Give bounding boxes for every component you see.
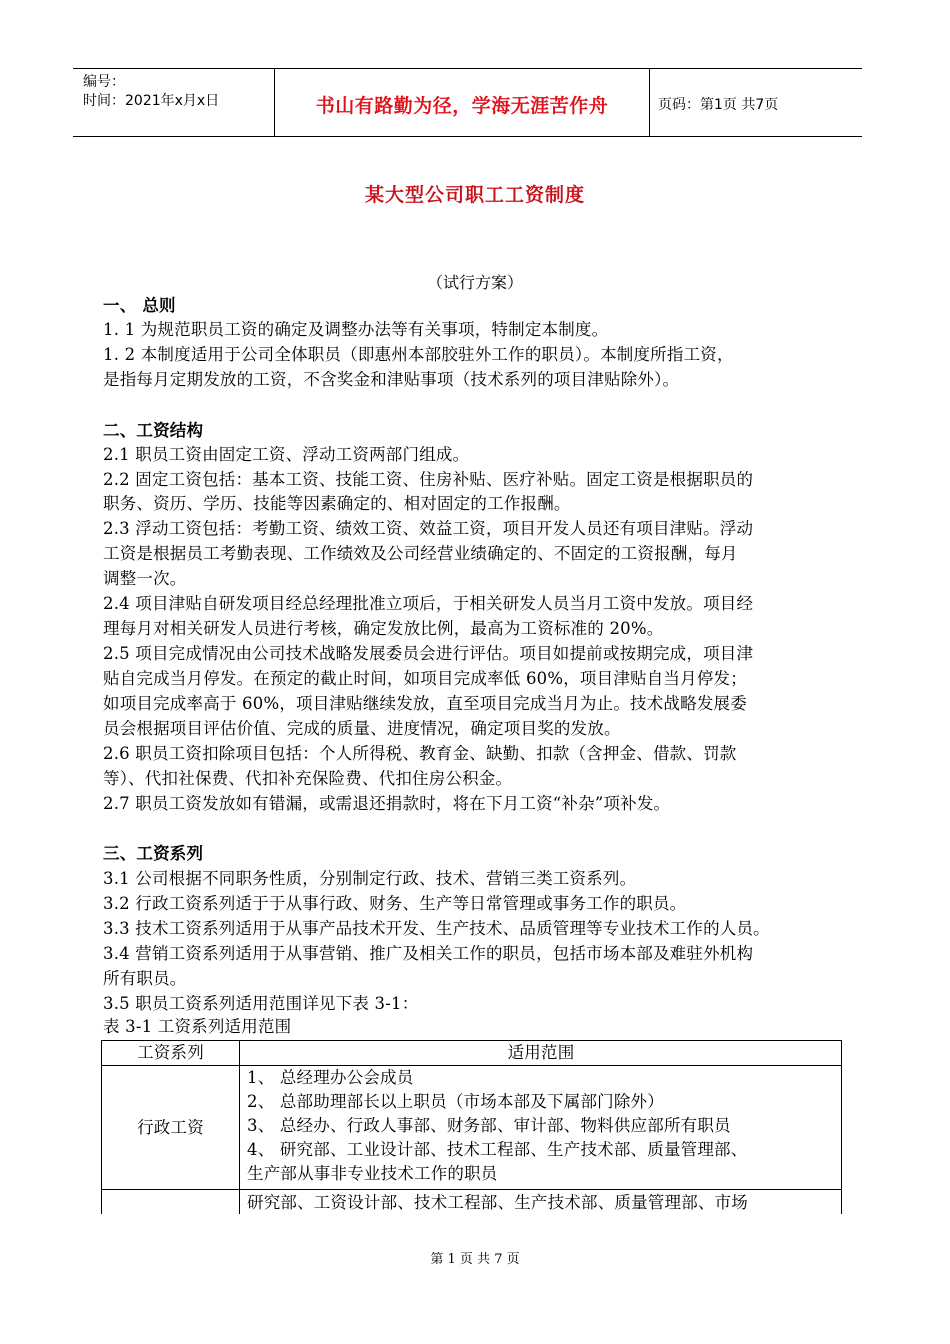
body-line: 3.1 公司根据不同职务性质，分别制定行政、技术、营销三类工资系列。 xyxy=(103,869,637,888)
header-page-number: 页码：第1页 共7页 xyxy=(658,97,779,113)
body-line: 3.2 行政工资系列适于于从事行政、财务、生产等日常管理或事务工作的职员。 xyxy=(103,894,687,913)
section-heading: 三、工资系列 xyxy=(103,844,204,863)
body-line: 员会根据项目评估价值、完成的质量、进度情况，确定项目奖的发放。 xyxy=(103,719,621,738)
body-line: 工资是根据员工考勤表现、工作绩效及公司经营业绩确定的、不固定的工资报酬，每月 xyxy=(103,544,738,563)
table-border xyxy=(101,1040,842,1041)
document-number-label: 编号： xyxy=(83,74,125,90)
body-line: 职务、资历、学历、技能等因素确定的、相对固定的工作报酬。 xyxy=(103,494,571,513)
body-line: 2.3 浮动工资包括：考勤工资、绩效工资、效益工资，项目开发人员还有项目津贴。浮动 xyxy=(103,519,754,538)
header-page-cell xyxy=(650,69,862,136)
header-meta-cell xyxy=(73,69,275,136)
table-border xyxy=(101,1065,842,1066)
body-line: 1. 2 本制度适用于公司全体职员（即惠州本部胶驻外工作的职员）。本制度所指工资， xyxy=(103,345,734,364)
body-line: 如项目完成率高于 60%，项目津贴继续发放，直至项目完成当月为止。技术战略发展委 xyxy=(103,694,747,713)
body-line: 3.5 职员工资系列适用范围详见下表 3-1： xyxy=(103,994,419,1013)
body-line: 2.5 项目完成情况由公司技术战略发展委员会进行评估。项目如提前或按期完成，项目津 xyxy=(103,644,754,663)
section-heading: 一、 总则 xyxy=(103,296,176,315)
body-line: 3.4 营销工资系列适用于从事营销、推广及相关工作的职员，包括市场本部及难驻外机构 xyxy=(103,944,754,963)
table-cell-scope-item: 4、 研究部、工业设计部、技术工程部、生产技术部、质量管理部、 xyxy=(247,1140,748,1159)
table-header-series: 工资系列 xyxy=(137,1043,204,1062)
table-cell-scope-item: 生产部从事非专业技术工作的职员 xyxy=(247,1164,498,1183)
table-cell-scope-item: 研究部、工资设计部、技术工程部、生产技术部、质量管理部、市场 xyxy=(247,1193,748,1212)
body-line: 2.6 职员工资扣除项目包括：个人所得税、教育金、缺勤、扣款（含押金、借款、罚款 xyxy=(103,744,737,763)
document-subtitle: （试行方案） xyxy=(426,273,523,292)
table-cell-series: 行政工资 xyxy=(137,1118,204,1137)
header-motto-cell xyxy=(275,69,650,136)
document-date-label: 时间：2021年x月x日 xyxy=(83,93,220,109)
page-footer: 第 1 页 共 7 页 xyxy=(430,1252,520,1267)
body-line: 贴自完成当月停发。在预定的截止时间，如项目完成率低 60%，项目津贴自当月停发； xyxy=(103,669,747,688)
table-caption: 表 3-1 工资系列适用范围 xyxy=(103,1017,292,1036)
body-line: 2.7 职员工资发放如有错漏，或需退还捐款时，将在下月工资“补杂”项补发。 xyxy=(103,794,671,813)
body-line: 调整一次。 xyxy=(103,569,187,588)
table-cell-scope-item: 2、 总部助理部长以上职员（市场本部及下属部门除外） xyxy=(247,1092,664,1111)
body-line: 理每月对相关研发人员进行考核，确定发放比例，最高为工资标准的 20%。 xyxy=(103,619,664,638)
body-line: 2.1 职员工资由固定工资、浮动工资两部门组成。 xyxy=(103,445,470,464)
body-line: 2.4 项目津贴自研发项目经总经理批准立项后，于相关研发人员当月工资中发放。项目经 xyxy=(103,594,754,613)
table-cell-scope-item: 1、 总经理办公会成员 xyxy=(247,1068,414,1087)
body-line: 2.2 固定工资包括：基本工资、技能工资、住房补贴、医疗补贴。固定工资是根据职员的 xyxy=(103,470,754,489)
page-header xyxy=(73,68,862,137)
table-header-scope: 适用范围 xyxy=(507,1043,575,1062)
section-heading: 二、工资结构 xyxy=(103,421,204,440)
table-cell-scope-item: 3、 总经办、行政人事部、财务部、审计部、物料供应部所有职员 xyxy=(247,1116,731,1135)
body-line: 3.3 技术工资系列适用于从事产品技术开发、生产技术、品质管理等专业技术工作的人员。 xyxy=(103,919,770,938)
body-line: 1. 1 为规范职员工资的确定及调整办法等有关事项，特制定本制度。 xyxy=(103,320,609,339)
body-line: 所有职员。 xyxy=(103,969,187,988)
salary-series-table xyxy=(101,1040,842,1214)
table-border xyxy=(841,1040,842,1214)
document-title: 某大型公司职工工资制度 xyxy=(364,184,585,206)
body-line: 是指每月定期发放的工资，不含奖金和津贴事项（技术系列的项目津贴除外）。 xyxy=(103,370,680,389)
header-motto: 书山有路勤为径，学海无涯苦作舟 xyxy=(315,95,609,117)
table-border xyxy=(101,1189,842,1190)
body-line: 等）、代扣社保费、代扣补充保险费、代扣住房公积金。 xyxy=(103,769,513,788)
